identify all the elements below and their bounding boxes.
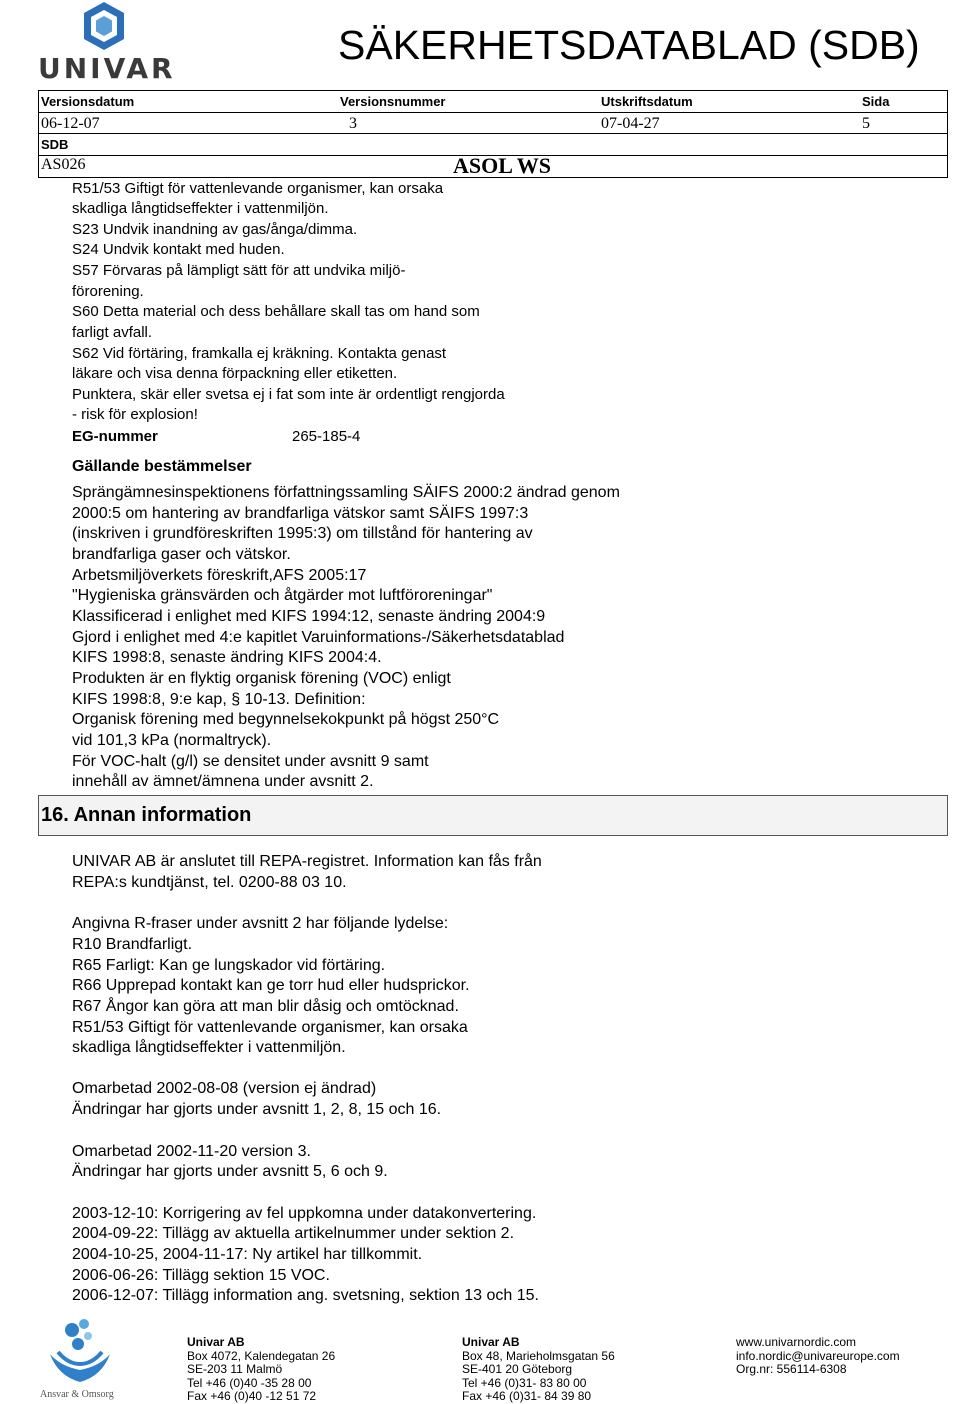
- document-title: SÄKERHETSDATABLAD (SDB): [338, 22, 920, 68]
- product-name: ASOL WS: [453, 153, 552, 178]
- label-utskriftsdatum: Utskriftsdatum: [601, 94, 693, 109]
- value-versionsdatum: 06-12-07: [41, 115, 100, 132]
- email-link[interactable]: info.nordic@univareurope.com: [736, 1349, 900, 1363]
- label-sdb: SDB: [41, 137, 69, 152]
- info-line: Angivna R-fraser under avsnitt 2 har följande lydelse:: [72, 915, 449, 932]
- univar-logo-icon: [84, 2, 124, 50]
- regulations-heading: Gällande bestämmelser: [72, 458, 252, 475]
- info-line: Ändringar har gjorts under avsnitt 5, 6 och 9.: [72, 1163, 388, 1180]
- risk-line: skadliga långtidseffekter i vattenmiljön.: [72, 200, 329, 217]
- risk-line: läkare och visa denna förpackning eller etiketten.: [72, 365, 398, 382]
- regulation-line: Arbetsmiljöverkets föreskrift,AFS 2005:17: [72, 567, 367, 584]
- risk-line: farligt avfall.: [72, 324, 153, 341]
- badge-caption: Ansvar & Omsorg: [40, 1389, 114, 1400]
- info-line: R65 Farligt: Kan ge lungskador vid förtäring.: [72, 957, 386, 974]
- risk-line: S24 Undvik kontakt med huden.: [72, 241, 285, 258]
- regulation-line: innehåll av ämnet/ämnena under avsnitt 2.: [72, 773, 374, 790]
- label-versionsdatum: Versionsdatum: [41, 94, 135, 109]
- info-line: Omarbetad 2002-08-08 (version ej ändrad): [72, 1080, 377, 1097]
- section-16-title: 16. Annan information: [41, 804, 252, 826]
- info-line: R66 Upprepad kontakt kan ge torr hud eller hudsprickor.: [72, 977, 470, 994]
- regulation-line: För VOC-halt (g/l) se densitet under avsnitt 9 samt: [72, 753, 429, 770]
- regulation-line: Organisk förening med begynnelsekokpunkt på högst 250°C: [72, 711, 500, 728]
- office2-name: Univar AB: [462, 1335, 520, 1349]
- eg-number-label: EG-nummer: [72, 428, 158, 445]
- regulation-line: (inskriven i grundföreskriften 1995:3) om tillstånd för hantering av: [72, 525, 533, 542]
- regulation-line: KIFS 1998:8, senaste ändring KIFS 2004:4.: [72, 649, 382, 666]
- regulation-line: 2000:5 om hantering av brandfarliga vätskor samt SÄIFS 1997:3: [72, 505, 529, 522]
- office1-line: Tel +46 (0)40 -35 28 00: [187, 1376, 312, 1390]
- info-line: R67 Ångor kan göra att man blir dåsig och omtöcknad.: [72, 998, 459, 1015]
- label-versionsnummer: Versionsnummer: [340, 94, 446, 109]
- value-utskriftsdatum: 07-04-27: [601, 115, 660, 132]
- office2-line: SE-401 20 Göteborg: [462, 1362, 573, 1376]
- regulation-line: "Hygieniska gränsvärden och åtgärder mot luftföroreningar": [72, 587, 493, 604]
- info-line: 2006-06-26: Tillägg sektion 15 VOC.: [72, 1267, 330, 1284]
- eg-number-value: 265-185-4: [292, 428, 361, 445]
- label-sida: Sida: [862, 94, 890, 109]
- org-number: Org.nr: 556114-6308: [736, 1362, 847, 1376]
- value-versionsnummer: 3: [349, 115, 357, 132]
- regulation-line: Sprängämnesinspektionens författningssamling SÄIFS 2000:2 ändrad genom: [72, 484, 620, 501]
- regulation-line: vid 101,3 kPa (normaltryck).: [72, 732, 272, 749]
- info-line: Omarbetad 2002-11-20 version 3.: [72, 1143, 311, 1160]
- risk-line: S62 Vid förtäring, framkalla ej kräkning. Kontakta genast: [72, 345, 447, 362]
- office1-line: SE-203 11 Malmö: [187, 1362, 283, 1376]
- info-line: R51/53 Giftigt för vattenlevande organismer, kan orsaka: [72, 1019, 468, 1036]
- value-sida: 5: [862, 115, 870, 132]
- document-header-table: [38, 90, 948, 178]
- risk-line: S57 Förvaras på lämpligt sätt för att undvika miljö-: [72, 262, 406, 279]
- regulation-line: Klassificerad i enlighet med KIFS 1994:12, senaste ändring 2004:9: [72, 608, 546, 625]
- info-line: R10 Brandfarligt.: [72, 936, 193, 953]
- regulation-line: Gjord i enlighet med 4:e kapitlet Varuinformations-/Säkerhetsdatablad: [72, 629, 565, 646]
- info-line: 2006-12-07: Tillägg information ang. svetsning, sektion 13 och 15.: [72, 1287, 539, 1304]
- regulation-line: Produkten är en flyktig organisk förening (VOC) enligt: [72, 670, 451, 687]
- logo-wordmark: UNIVAR: [38, 52, 176, 85]
- info-line: 2003-12-10: Korrigering av fel uppkomna under datakonvertering.: [72, 1205, 537, 1222]
- regulation-line: KIFS 1998:8, 9:e kap, § 10-13. Definition:: [72, 691, 366, 708]
- risk-line: S60 Detta material och dess behållare skall tas om hand som: [72, 303, 480, 320]
- section-16-heading-box: [38, 795, 948, 836]
- office2-line: Box 48, Marieholmsgatan 56: [462, 1349, 615, 1363]
- info-line: 2004-09-22: Tillägg av aktuella artikelnummer under sektion 2.: [72, 1225, 515, 1242]
- info-line: REPA:s kundtjänst, tel. 0200-88 03 10.: [72, 874, 347, 891]
- website-link[interactable]: www.univarnordic.com: [736, 1335, 857, 1349]
- ansvar-omsorg-badge-icon: [44, 1316, 116, 1388]
- info-line: 2004-10-25, 2004-11-17: Ny artikel har tillkommit.: [72, 1246, 423, 1263]
- office1-line: Box 4072, Kalendegatan 26: [187, 1349, 336, 1363]
- info-line: skadliga långtidseffekter i vattenmiljön.: [72, 1039, 346, 1056]
- risk-line: R51/53 Giftigt för vattenlevande organismer, kan orsaka: [72, 180, 444, 197]
- info-line: Ändringar har gjorts under avsnitt 1, 2, 8, 15 och 16.: [72, 1101, 442, 1118]
- info-line: UNIVAR AB är anslutet till REPA-registret. Information kan fås från: [72, 853, 542, 870]
- office1-name: Univar AB: [187, 1335, 245, 1349]
- risk-line: S23 Undvik inandning av gas/ånga/dimma.: [72, 221, 358, 238]
- risk-line: förorening.: [72, 283, 144, 300]
- office1-line: Fax +46 (0)40 -12 51 72: [187, 1389, 317, 1403]
- risk-line: Punktera, skär eller svetsa ej i fat som inte är ordentligt rengjorda: [72, 386, 505, 403]
- office2-line: Tel +46 (0)31- 83 80 00: [462, 1376, 587, 1390]
- office2-line: Fax +46 (0)31- 84 39 80: [462, 1389, 592, 1403]
- regulation-line: brandfarliga gaser och vätskor.: [72, 546, 291, 563]
- risk-line: - risk för explosion!: [72, 406, 198, 423]
- value-sdb: AS026: [41, 156, 86, 173]
